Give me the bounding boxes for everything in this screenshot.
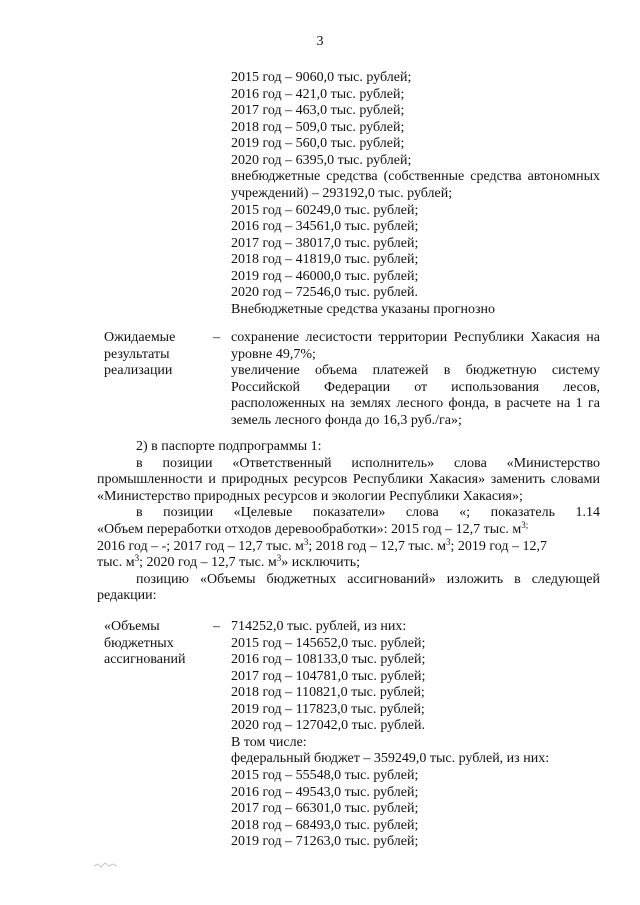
budget-label-line: «Объемы	[104, 619, 160, 634]
list-item: 2020 год – 6395,0 тыс. рублей;	[231, 153, 412, 168]
line-text: ; 2018 год – 12,7 тыс. м	[308, 539, 446, 554]
paragraph-line: редакции:	[97, 588, 157, 603]
line-text: ; 2019 год – 12,7	[450, 539, 548, 554]
page-number: 3	[316, 34, 324, 49]
list-item: 2017 год – 38017,0 тыс. рублей;	[231, 236, 419, 251]
results-line: расположенных на землях лесного фонда, в расчете на 1 га	[231, 396, 600, 411]
budget-dash: –	[213, 619, 220, 634]
budget-line: 2018 год – 68493,0 тыс. рублей;	[231, 818, 419, 833]
results-line: земель лесного фонда до 16,3 руб./га»;	[231, 413, 462, 428]
list-item: 2015 год – 9060,0 тыс. рублей;	[231, 70, 412, 85]
results-line: увеличение объема платежей в бюджетную систему	[231, 363, 600, 378]
budget-label-line: ассигнований	[104, 652, 186, 667]
results-dash: –	[213, 330, 220, 345]
list-item: 2018 год – 41819,0 тыс. рублей;	[231, 252, 419, 267]
superscript: 3	[134, 553, 140, 563]
paragraph-line	[97, 555, 360, 572]
superscript: 3;	[521, 520, 529, 530]
budget-line: 2020 год – 127042,0 тыс. рублей.	[231, 718, 425, 733]
paragraph-line: позицию «Объемы бюджетных ассигнований» изложить в следующей	[136, 572, 600, 587]
budget-line: 2019 год – 117823,0 тыс. рублей;	[231, 702, 425, 717]
line-text: ; 2020 год – 12,7 тыс. м	[139, 555, 277, 570]
budget-line: В том числе:	[231, 735, 307, 750]
pencil-mark-icon	[92, 860, 122, 870]
line-text: » исключить;	[281, 555, 361, 570]
paragraph-line	[97, 539, 600, 556]
paragraph-line: в позиции «Целевые показатели» слова «; показатель 1.14	[136, 505, 600, 520]
line-text: «Объем переработки отходов деревообработки»: 2015 год – 12,7 тыс. м	[97, 522, 522, 537]
budget-line: федеральный бюджет – 359249,0 тыс. рублей, из них:	[231, 751, 550, 766]
list-item: 2019 год – 46000,0 тыс. рублей;	[231, 269, 419, 284]
list-item: 2017 год – 463,0 тыс. рублей;	[231, 103, 405, 118]
list-item: Внебюджетные средства указаны прогнозно	[231, 302, 496, 317]
results-label-line: результаты	[104, 347, 170, 362]
line-text: 2016 год – -; 2017 год – 12,7 тыс. м	[97, 539, 304, 554]
item-2-heading: 2) в паспорте подпрограммы 1:	[136, 439, 322, 454]
budget-line: 2017 год – 104781,0 тыс. рублей;	[231, 669, 426, 684]
list-item: 2019 год – 560,0 тыс. рублей;	[231, 136, 405, 151]
list-item: 2015 год – 60249,0 тыс. рублей;	[231, 203, 419, 218]
budget-line: 714252,0 тыс. рублей, из них:	[231, 619, 407, 634]
budget-line: 2019 год – 71263,0 тыс. рублей;	[231, 834, 419, 849]
superscript: 3	[303, 537, 309, 547]
paragraph-line: в позиции «Ответственный исполнитель» слова «Министерство	[136, 456, 600, 471]
budget-line: 2018 год – 110821,0 тыс. рублей;	[231, 685, 425, 700]
results-line: уровне 49,7%;	[231, 347, 316, 362]
budget-line: 2017 год – 66301,0 тыс. рублей;	[231, 801, 419, 816]
budget-line: 2016 год – 49543,0 тыс. рублей;	[231, 785, 419, 800]
superscript: 3	[446, 537, 451, 547]
budget-label-line: бюджетных	[104, 636, 174, 651]
paragraph-line	[97, 522, 600, 539]
paragraph-line: «Министерство природных ресурсов и экологии Республики Хакасия»;	[97, 489, 523, 504]
budget-line: 2015 год – 145652,0 тыс. рублей;	[231, 636, 426, 651]
results-label-line: Ожидаемые	[104, 330, 176, 345]
list-item: 2018 год – 509,0 тыс. рублей;	[231, 120, 405, 135]
results-line: сохранение лесистости территории Республики Хакасия на	[231, 330, 600, 345]
list-item: 2020 год – 72546,0 тыс. рублей.	[231, 285, 418, 300]
results-line: Российской Федерации от использования лесов,	[231, 380, 600, 395]
budget-line: 2015 год – 55548,0 тыс. рублей;	[231, 768, 419, 783]
list-item: учреждений) – 293192,0 тыс. рублей;	[231, 186, 453, 201]
results-label-line: реализации	[104, 363, 173, 378]
list-item: внебюджетные средства (собственные средства автономных	[231, 169, 600, 184]
list-item: 2016 год – 421,0 тыс. рублей;	[231, 87, 405, 102]
budget-line: 2016 год – 108133,0 тыс. рублей;	[231, 652, 426, 667]
line-text: тыс. м	[97, 555, 135, 570]
superscript: 3	[276, 553, 282, 563]
list-item: 2016 год – 34561,0 тыс. рублей;	[231, 219, 419, 234]
paragraph-line: промышленности и природных ресурсов Республики Хакасия» заменить словами	[97, 472, 600, 487]
